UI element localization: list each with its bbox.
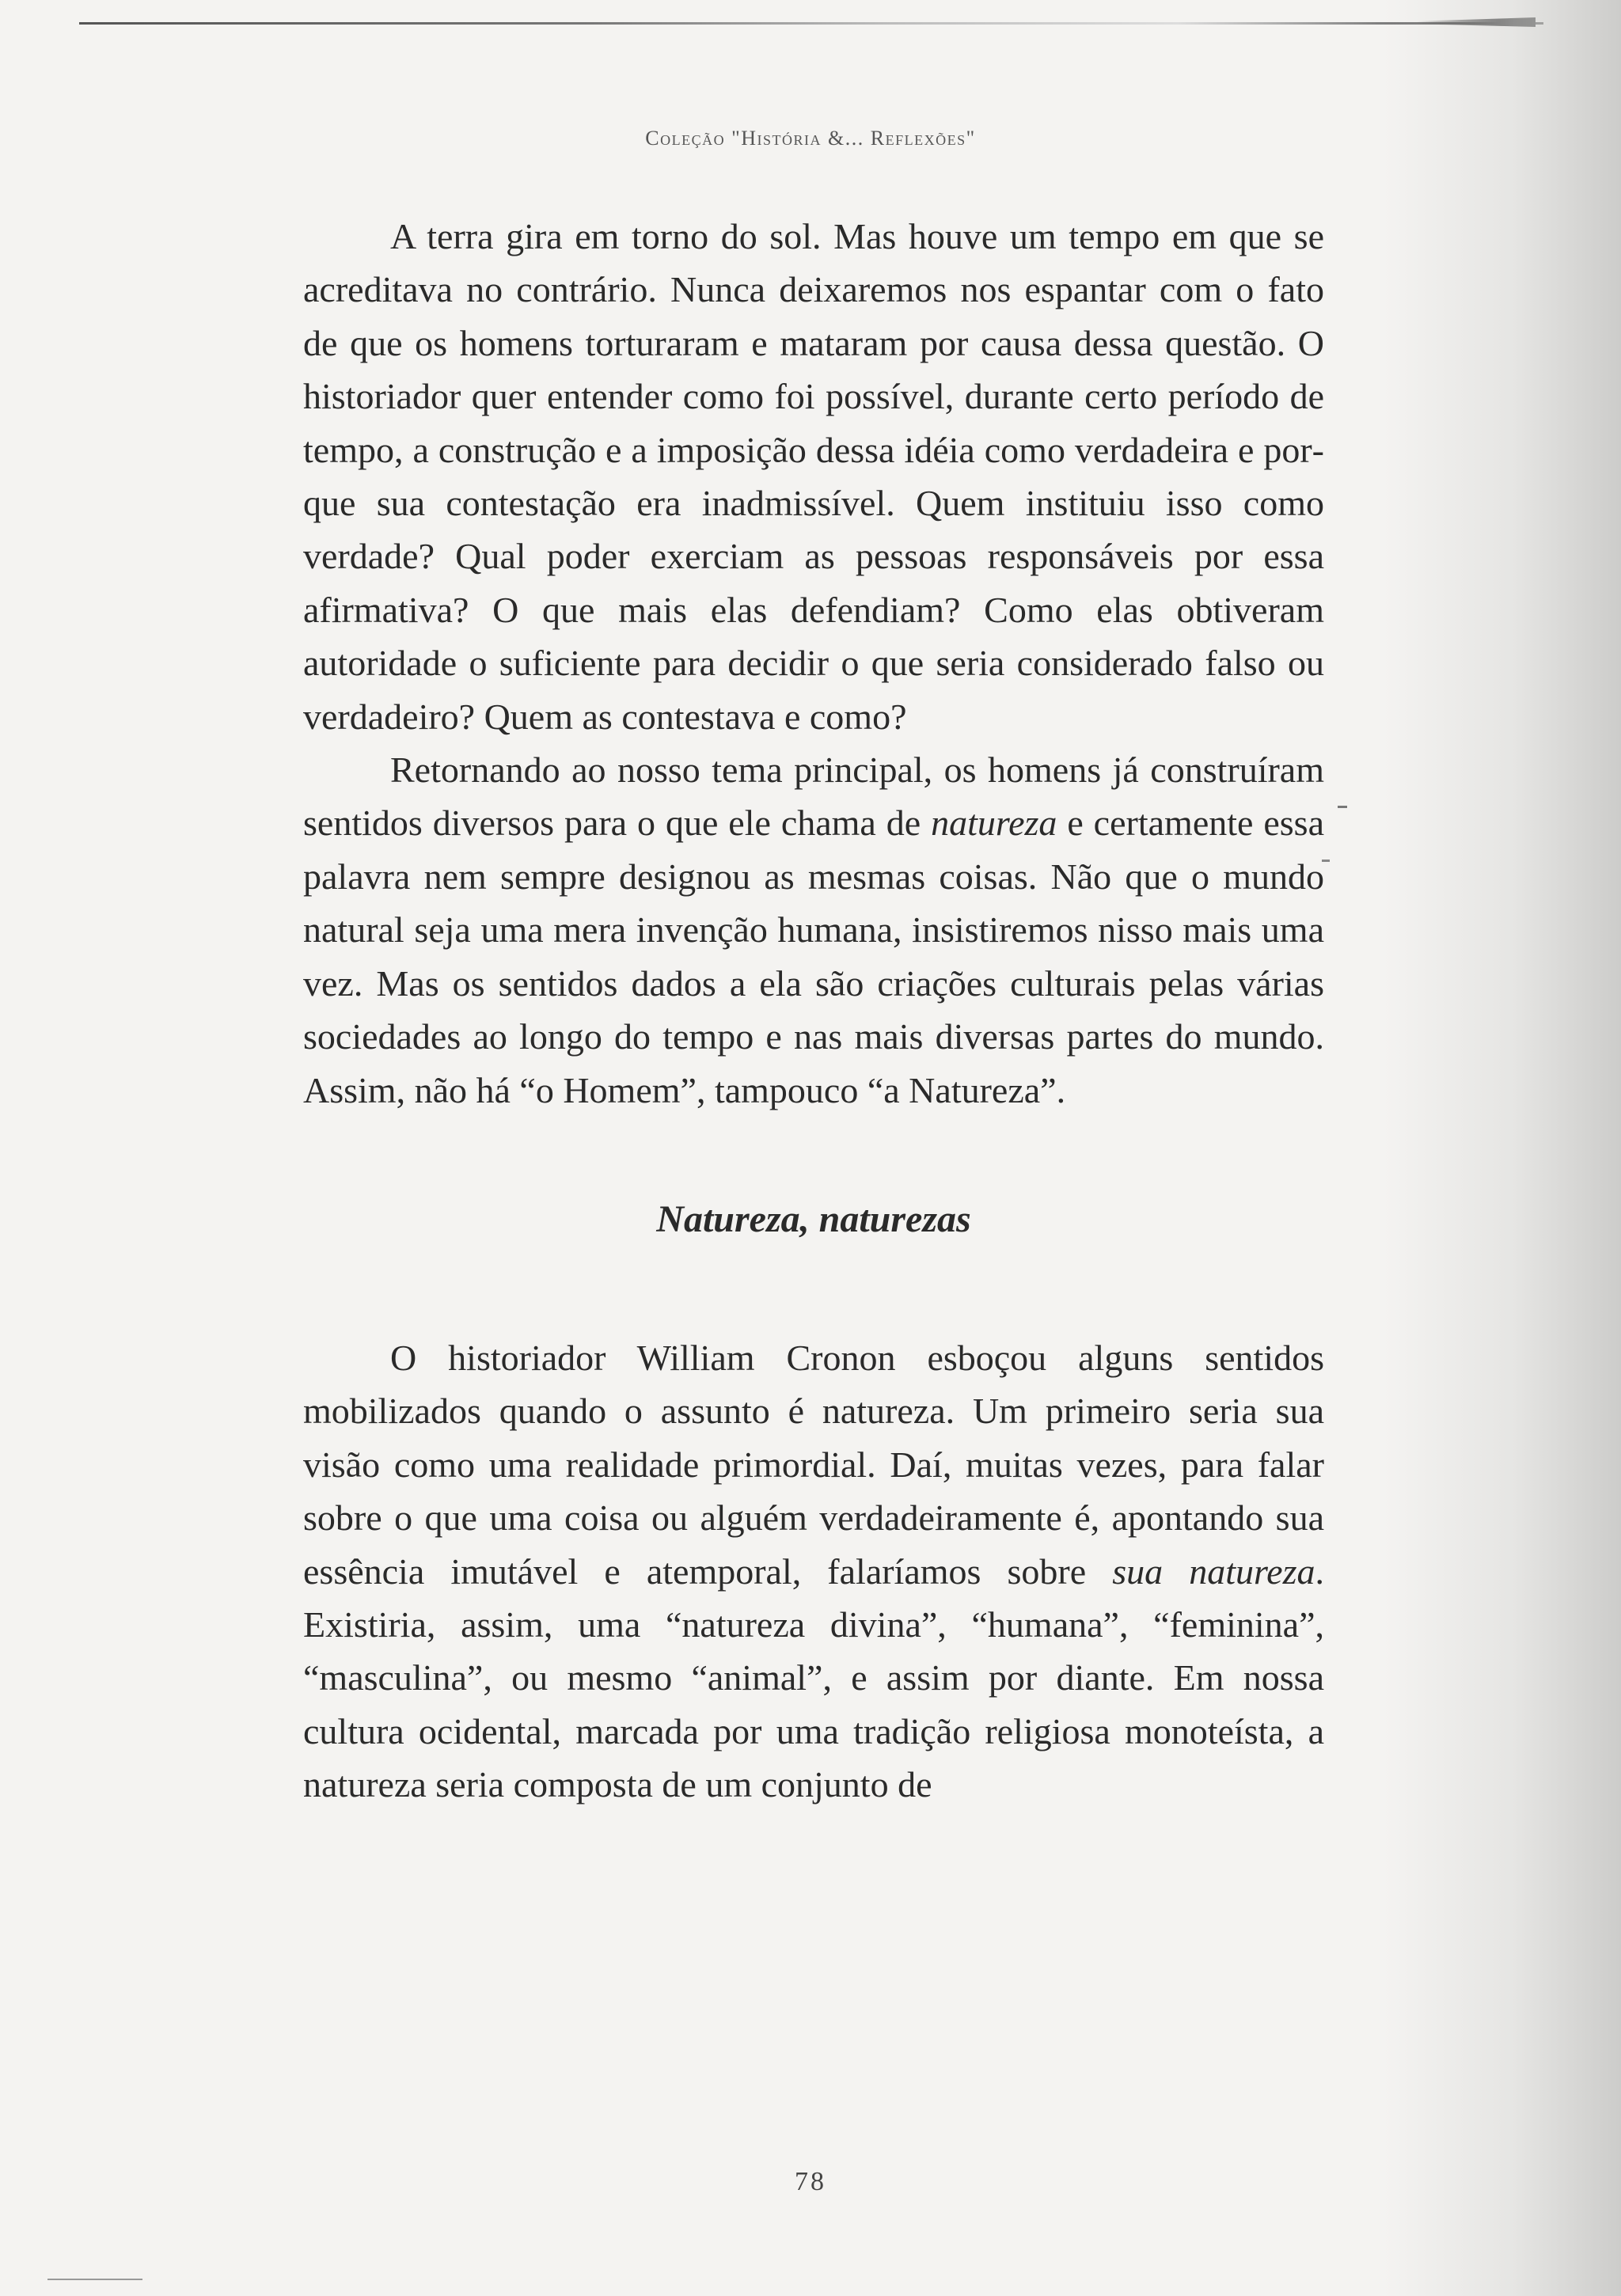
text-run: . Existiria, assim, uma “natureza divina”, “humana”, “feminina”, “masculina”, ou mesmo “animal”, e assim por diante. Em nossa cultura ocidental, marcada por uma tradição religiosa monoteísta, a natureza seria composta de um conjunto de [303,1550,1324,1805]
section-heading: Natureza, naturezas [656,1197,971,1240]
paragraph [303,743,1324,1117]
page-edge-bottom [47,2279,142,2280]
text-run: O historiador William Cronon esboçou alguns sentidos mobilizados quando o assunto é natureza. Um primeiro seria sua visão como uma realidade primordial. Daí, muitas vezes, para falar sobre o que uma coisa ou alguém verdadeiramente é, apontando sua essência imutável e atemporal, falaríamos sobre [303,1337,1324,1592]
page-edge-top [79,22,1543,25]
text-run: A terra gira em torno do sol. Mas houve um tempo em que se acreditava no contrário. Nunca deixaremos nos espantar com o fato de que os homens torturaram e mataram por causa dessa questão. O historiador quer entender como foi possível, durante certo período de tempo, a construção e a imposição dessa idéia como verdadeira e porque sua contestação era inadmissível. Quem instituiu isso como verdade? Qual poder exerciam as pessoas responsáveis por essa afirmativa? O que mais elas defendiam? Como elas obtiveram autoridade o suficiente para decidir o que seria considerado falso ou verdadeiro? Quem as contestava e como? [303,216,1324,737]
italic-term: natureza [931,803,1057,844]
italic-term: sua natureza [1112,1550,1315,1592]
page-gutter-shadow [1384,0,1621,2296]
text-run: Retornando ao nosso tema principal, os homens já construíram sentidos diversos para o que ele chama de [303,750,1324,844]
running-header: Coleção "História &... Reflexões" [645,127,976,150]
body-text [303,210,1324,1812]
paragraph [303,210,1324,743]
text-run: e certamente essa palavra nem sempre designou as mesmas coisas. Não que o mundo natural seja uma mera invenção humana, insistiremos nisso mais uma vez. Mas os sentidos dados a ela são criações culturais pelas várias sociedades ao longo do tempo e nas mais diversas partes do mundo. Assim, não há “o Homem”, tampouco “a Natureza”. [303,803,1324,1110]
page-number: 78 [795,2167,826,2196]
paragraph [303,1331,1324,1812]
margin-mark [1338,806,1347,808]
